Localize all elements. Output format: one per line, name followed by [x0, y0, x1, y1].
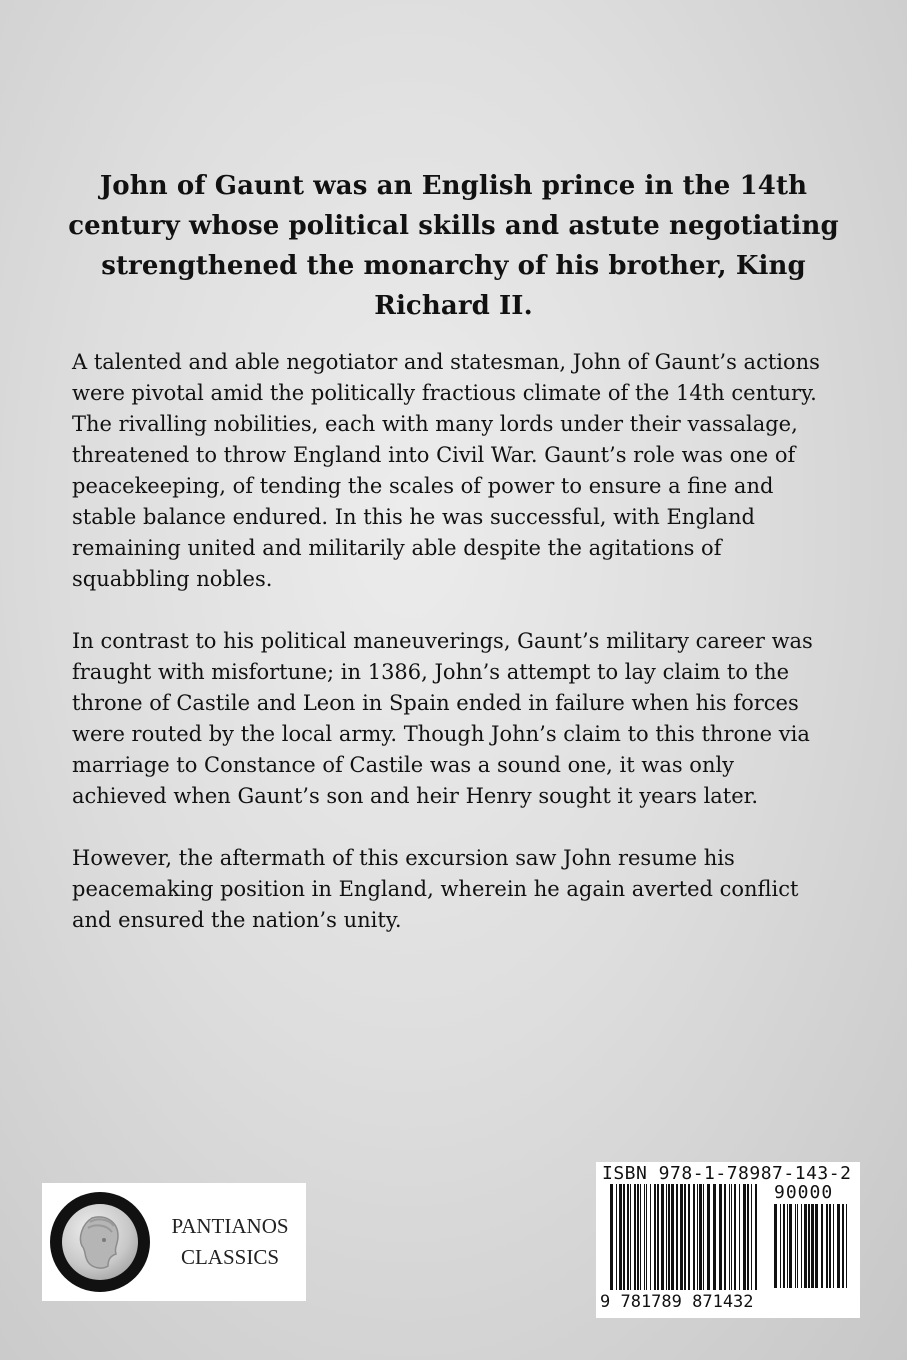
- publisher-logo: [42, 1183, 306, 1301]
- paragraph-1: A talented and able negotiator and statesman, John of Gaunt’s actions were pivotal amid the politically fractious climate of the 14th century. The rivalling nobilities, each with many lords under their vassalage, threatened to throw England into Civil War. Gaunt’s role was one of peacekeeping, of tending the scales of power to ensure a fine and stable balance endured. In this he was successful, with England remaining united and militarily able despite the agitations of squabbling nobles.: [72, 350, 820, 591]
- publisher-name-line1: PANTIANOS: [171, 1214, 289, 1238]
- barcode-digits: 9 781789 871432: [600, 1292, 754, 1312]
- barcode-bars: [610, 1184, 762, 1292]
- addon-barcode-bars: [774, 1204, 850, 1290]
- isbn-label: ISBN 978-1-78987-143-2: [602, 1163, 852, 1184]
- paragraph-3: However, the aftermath of this excursion saw John resume his peacemaking position in England, wherein he again averted conflict and ensured the nation’s unity.: [72, 846, 799, 932]
- blurb-heading: John of Gaunt was an English prince in the 14th century whose political skills and astute negotiating strengthened the monarchy of his brother, King Richard II.: [68, 171, 839, 321]
- price-code: 90000: [774, 1182, 834, 1203]
- paragraph-2: In contrast to his political maneuverings, Gaunt’s military career was fraught with misfortune; in 1386, John’s attempt to lay claim to the throne of Castile and Leon in Spain ended in failure when his forces were routed by the local army. Though John’s claim to this throne via marriage to Constance of Castile was a sound one, it was only achieved when Gaunt’s son and heir Henry sought it years later.: [72, 629, 813, 808]
- publisher-name-line2: CLASSICS: [180, 1245, 280, 1269]
- description: [72, 347, 832, 967]
- coin-profile-icon: [50, 1192, 150, 1292]
- isbn-barcode: [596, 1162, 860, 1318]
- publisher-name: [160, 1211, 300, 1273]
